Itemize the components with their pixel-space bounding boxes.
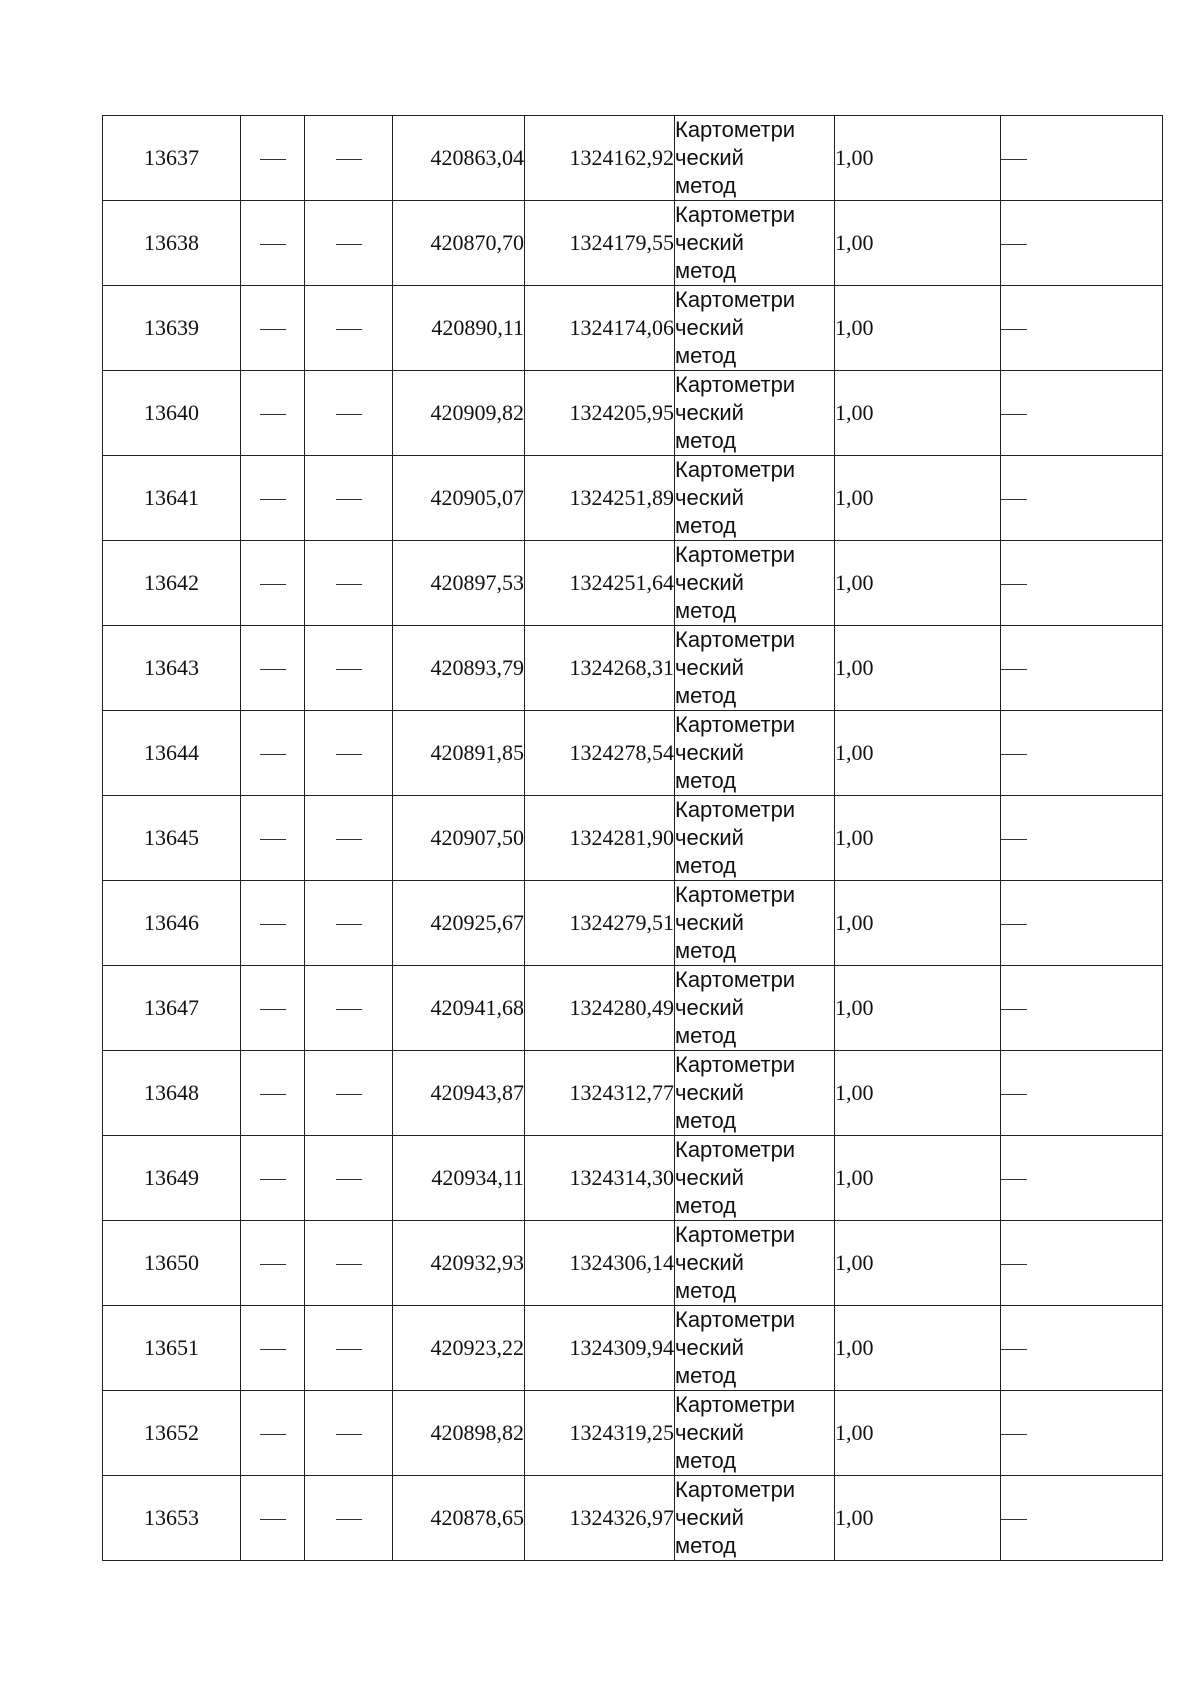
coordinate-x-cell: 420905,07 <box>393 456 525 541</box>
method-line-2: ческий <box>675 485 744 510</box>
method-line-2: ческий <box>675 315 744 340</box>
table-row <box>103 1306 1163 1391</box>
coordinate-y-cell: 1324281,90 <box>525 796 675 881</box>
method-line-2: ческий <box>675 1250 744 1275</box>
method-line-1: Картометри <box>675 372 796 397</box>
coordinate-x-cell: 420943,87 <box>393 1051 525 1136</box>
dash-mark <box>336 1519 362 1520</box>
coordinate-x-cell: 420907,50 <box>393 796 525 881</box>
empty-dash-cell-2 <box>305 1136 393 1221</box>
empty-dash-cell-2 <box>305 371 393 456</box>
method-line-1: Картометри <box>675 882 796 907</box>
empty-dash-cell-3 <box>1001 371 1163 456</box>
coordinate-y-cell: 1324174,06 <box>525 286 675 371</box>
empty-dash-cell-3 <box>1001 881 1163 966</box>
dash-mark <box>260 1179 286 1180</box>
coordinate-y-cell: 1324326,97 <box>525 1476 675 1561</box>
method-line-1: Картометри <box>675 542 796 567</box>
dash-mark <box>260 1519 286 1520</box>
point-number-cell: 13645 <box>103 796 241 881</box>
empty-dash-cell-3 <box>1001 966 1163 1051</box>
coordinate-y-cell: 1324319,25 <box>525 1391 675 1476</box>
method-cell <box>675 541 835 626</box>
empty-dash-cell-2 <box>305 1221 393 1306</box>
accuracy-cell: 1,00 <box>835 796 1001 881</box>
method-cell <box>675 796 835 881</box>
point-number-cell: 13650 <box>103 1221 241 1306</box>
coordinate-x-cell: 420893,79 <box>393 626 525 711</box>
dash-mark <box>260 1009 286 1010</box>
dash-mark <box>336 414 362 415</box>
table-row <box>103 371 1163 456</box>
empty-dash-cell-1 <box>241 881 305 966</box>
coordinate-y-cell: 1324278,54 <box>525 711 675 796</box>
coordinate-y-cell: 1324179,55 <box>525 201 675 286</box>
method-line-3: метод <box>675 1193 737 1218</box>
table-row <box>103 286 1163 371</box>
method-cell <box>675 711 835 796</box>
dash-mark <box>260 244 286 245</box>
method-line-2: ческий <box>675 145 744 170</box>
table-row <box>103 116 1163 201</box>
method-line-2: ческий <box>675 230 744 255</box>
coordinate-y-cell: 1324280,49 <box>525 966 675 1051</box>
method-line-3: метод <box>675 1023 737 1048</box>
dash-mark <box>1001 1009 1027 1010</box>
dash-mark <box>336 1349 362 1350</box>
dash-mark <box>1001 584 1027 585</box>
point-number-cell: 13643 <box>103 626 241 711</box>
empty-dash-cell-1 <box>241 711 305 796</box>
method-cell <box>675 456 835 541</box>
method-line-1: Картометри <box>675 1137 796 1162</box>
method-cell <box>675 1221 835 1306</box>
table-row <box>103 711 1163 796</box>
method-line-2: ческий <box>675 1420 744 1445</box>
dash-mark <box>336 499 362 500</box>
dash-mark <box>336 1094 362 1095</box>
empty-dash-cell-1 <box>241 1306 305 1391</box>
empty-dash-cell-1 <box>241 456 305 541</box>
table-row <box>103 1051 1163 1136</box>
empty-dash-cell-3 <box>1001 456 1163 541</box>
dash-mark <box>336 924 362 925</box>
method-line-1: Картометри <box>675 627 796 652</box>
coordinate-x-cell: 420932,93 <box>393 1221 525 1306</box>
coordinate-x-cell: 420891,85 <box>393 711 525 796</box>
method-line-2: ческий <box>675 1335 744 1360</box>
method-cell <box>675 286 835 371</box>
dash-mark <box>1001 1264 1027 1265</box>
empty-dash-cell-2 <box>305 881 393 966</box>
dash-mark <box>260 414 286 415</box>
dash-mark <box>1001 1519 1027 1520</box>
point-number-cell: 13642 <box>103 541 241 626</box>
empty-dash-cell-1 <box>241 371 305 456</box>
empty-dash-cell-1 <box>241 201 305 286</box>
accuracy-cell: 1,00 <box>835 1476 1001 1561</box>
dash-mark <box>1001 669 1027 670</box>
table-row <box>103 1476 1163 1561</box>
point-number-cell: 13651 <box>103 1306 241 1391</box>
dash-mark <box>1001 1434 1027 1435</box>
coordinate-y-cell: 1324309,94 <box>525 1306 675 1391</box>
empty-dash-cell-2 <box>305 626 393 711</box>
method-line-1: Картометри <box>675 797 796 822</box>
table-row <box>103 201 1163 286</box>
dash-mark <box>1001 924 1027 925</box>
method-cell <box>675 116 835 201</box>
dash-mark <box>1001 1179 1027 1180</box>
table-row <box>103 966 1163 1051</box>
table-row <box>103 881 1163 966</box>
dash-mark <box>336 329 362 330</box>
method-line-3: метод <box>675 258 737 283</box>
coordinate-x-cell: 420890,11 <box>393 286 525 371</box>
point-number-cell: 13638 <box>103 201 241 286</box>
method-line-2: ческий <box>675 995 744 1020</box>
dash-mark <box>260 924 286 925</box>
empty-dash-cell-3 <box>1001 1221 1163 1306</box>
method-cell <box>675 1051 835 1136</box>
coordinate-y-cell: 1324312,77 <box>525 1051 675 1136</box>
table-row <box>103 456 1163 541</box>
method-cell <box>675 1136 835 1221</box>
dash-mark <box>260 839 286 840</box>
method-cell <box>675 1391 835 1476</box>
point-number-cell: 13652 <box>103 1391 241 1476</box>
dash-mark <box>336 584 362 585</box>
point-number-cell: 13653 <box>103 1476 241 1561</box>
empty-dash-cell-3 <box>1001 1306 1163 1391</box>
method-cell <box>675 1476 835 1561</box>
dash-mark <box>336 244 362 245</box>
accuracy-cell: 1,00 <box>835 1306 1001 1391</box>
point-number-cell: 13644 <box>103 711 241 796</box>
dash-mark <box>260 1349 286 1350</box>
coordinate-y-cell: 1324268,31 <box>525 626 675 711</box>
dash-mark <box>336 669 362 670</box>
empty-dash-cell-2 <box>305 116 393 201</box>
table-row <box>103 1221 1163 1306</box>
dash-mark <box>260 669 286 670</box>
point-number-cell: 13639 <box>103 286 241 371</box>
method-line-3: метод <box>675 768 737 793</box>
coordinate-y-cell: 1324314,30 <box>525 1136 675 1221</box>
accuracy-cell: 1,00 <box>835 626 1001 711</box>
empty-dash-cell-3 <box>1001 541 1163 626</box>
accuracy-cell: 1,00 <box>835 1136 1001 1221</box>
method-line-3: метод <box>675 428 737 453</box>
method-line-1: Картометри <box>675 712 796 737</box>
empty-dash-cell-3 <box>1001 1391 1163 1476</box>
method-line-3: метод <box>675 1108 737 1133</box>
dash-mark <box>260 1264 286 1265</box>
accuracy-cell: 1,00 <box>835 966 1001 1051</box>
dash-mark <box>336 1009 362 1010</box>
point-number-cell: 13640 <box>103 371 241 456</box>
table-row <box>103 541 1163 626</box>
empty-dash-cell-1 <box>241 626 305 711</box>
dash-mark <box>1001 329 1027 330</box>
accuracy-cell: 1,00 <box>835 1221 1001 1306</box>
coordinate-x-cell: 420925,67 <box>393 881 525 966</box>
method-line-1: Картометри <box>675 457 796 482</box>
method-line-2: ческий <box>675 1505 744 1530</box>
accuracy-cell: 1,00 <box>835 881 1001 966</box>
point-number-cell: 13641 <box>103 456 241 541</box>
method-line-1: Картометри <box>675 1052 796 1077</box>
method-line-2: ческий <box>675 825 744 850</box>
method-line-3: метод <box>675 513 737 538</box>
dash-mark <box>336 1434 362 1435</box>
point-number-cell: 13647 <box>103 966 241 1051</box>
dash-mark <box>336 1179 362 1180</box>
method-cell <box>675 371 835 456</box>
dash-mark <box>1001 244 1027 245</box>
coordinate-x-cell: 420898,82 <box>393 1391 525 1476</box>
method-line-1: Картометри <box>675 287 796 312</box>
empty-dash-cell-1 <box>241 966 305 1051</box>
method-line-2: ческий <box>675 1165 744 1190</box>
point-number-cell: 13648 <box>103 1051 241 1136</box>
empty-dash-cell-1 <box>241 541 305 626</box>
dash-mark <box>260 584 286 585</box>
coordinate-x-cell: 420909,82 <box>393 371 525 456</box>
dash-mark <box>260 159 286 160</box>
method-cell <box>675 881 835 966</box>
empty-dash-cell-2 <box>305 966 393 1051</box>
empty-dash-cell-3 <box>1001 711 1163 796</box>
accuracy-cell: 1,00 <box>835 116 1001 201</box>
coordinate-x-cell: 420878,65 <box>393 1476 525 1561</box>
coordinate-x-cell: 420941,68 <box>393 966 525 1051</box>
dash-mark <box>260 754 286 755</box>
accuracy-cell: 1,00 <box>835 1051 1001 1136</box>
empty-dash-cell-1 <box>241 1051 305 1136</box>
empty-dash-cell-2 <box>305 201 393 286</box>
coordinate-y-cell: 1324251,89 <box>525 456 675 541</box>
empty-dash-cell-2 <box>305 711 393 796</box>
coordinate-y-cell: 1324205,95 <box>525 371 675 456</box>
accuracy-cell: 1,00 <box>835 1391 1001 1476</box>
method-cell <box>675 966 835 1051</box>
empty-dash-cell-3 <box>1001 626 1163 711</box>
empty-dash-cell-3 <box>1001 116 1163 201</box>
method-line-2: ческий <box>675 740 744 765</box>
method-line-3: метод <box>675 683 737 708</box>
method-line-1: Картометри <box>675 117 796 142</box>
method-cell <box>675 201 835 286</box>
coordinate-x-cell: 420934,11 <box>393 1136 525 1221</box>
coordinate-y-cell: 1324162,92 <box>525 116 675 201</box>
method-line-2: ческий <box>675 570 744 595</box>
method-cell <box>675 1306 835 1391</box>
dash-mark <box>336 754 362 755</box>
method-line-3: метод <box>675 853 737 878</box>
empty-dash-cell-1 <box>241 286 305 371</box>
accuracy-cell: 1,00 <box>835 541 1001 626</box>
empty-dash-cell-1 <box>241 1391 305 1476</box>
dash-mark <box>1001 414 1027 415</box>
method-line-3: метод <box>675 343 737 368</box>
method-cell <box>675 626 835 711</box>
empty-dash-cell-2 <box>305 1051 393 1136</box>
method-line-2: ческий <box>675 655 744 680</box>
empty-dash-cell-1 <box>241 1221 305 1306</box>
method-line-2: ческий <box>675 910 744 935</box>
method-line-3: метод <box>675 598 737 623</box>
accuracy-cell: 1,00 <box>835 286 1001 371</box>
coordinate-x-cell: 420863,04 <box>393 116 525 201</box>
dash-mark <box>1001 839 1027 840</box>
empty-dash-cell-2 <box>305 796 393 881</box>
method-line-3: метод <box>675 1363 737 1388</box>
dash-mark <box>260 1434 286 1435</box>
point-number-cell: 13637 <box>103 116 241 201</box>
empty-dash-cell-2 <box>305 286 393 371</box>
method-line-1: Картометри <box>675 202 796 227</box>
dash-mark <box>260 329 286 330</box>
method-line-1: Картометри <box>675 967 796 992</box>
method-line-2: ческий <box>675 400 744 425</box>
accuracy-cell: 1,00 <box>835 201 1001 286</box>
dash-mark <box>1001 159 1027 160</box>
dash-mark <box>336 839 362 840</box>
dash-mark <box>1001 754 1027 755</box>
dash-mark <box>1001 1094 1027 1095</box>
empty-dash-cell-2 <box>305 456 393 541</box>
empty-dash-cell-3 <box>1001 796 1163 881</box>
coordinate-x-cell: 420870,70 <box>393 201 525 286</box>
table-row <box>103 1391 1163 1476</box>
point-number-cell: 13649 <box>103 1136 241 1221</box>
dash-mark <box>336 159 362 160</box>
method-line-3: метод <box>675 1278 737 1303</box>
empty-dash-cell-3 <box>1001 1051 1163 1136</box>
accuracy-cell: 1,00 <box>835 371 1001 456</box>
table-row <box>103 1136 1163 1221</box>
empty-dash-cell-2 <box>305 1391 393 1476</box>
dash-mark <box>336 1264 362 1265</box>
table-body <box>103 116 1163 1561</box>
empty-dash-cell-3 <box>1001 286 1163 371</box>
dash-mark <box>1001 1349 1027 1350</box>
empty-dash-cell-1 <box>241 1136 305 1221</box>
accuracy-cell: 1,00 <box>835 456 1001 541</box>
method-line-1: Картометри <box>675 1222 796 1247</box>
coordinate-y-cell: 1324306,14 <box>525 1221 675 1306</box>
empty-dash-cell-1 <box>241 1476 305 1561</box>
empty-dash-cell-1 <box>241 116 305 201</box>
dash-mark <box>1001 499 1027 500</box>
empty-dash-cell-2 <box>305 1306 393 1391</box>
coordinate-y-cell: 1324279,51 <box>525 881 675 966</box>
method-line-2: ческий <box>675 1080 744 1105</box>
method-line-1: Картометри <box>675 1392 796 1417</box>
empty-dash-cell-3 <box>1001 1476 1163 1561</box>
point-number-cell: 13646 <box>103 881 241 966</box>
coordinates-table <box>102 115 1163 1561</box>
dash-mark <box>260 1094 286 1095</box>
accuracy-cell: 1,00 <box>835 711 1001 796</box>
coordinate-y-cell: 1324251,64 <box>525 541 675 626</box>
coordinate-x-cell: 420923,22 <box>393 1306 525 1391</box>
method-line-3: метод <box>675 1533 737 1558</box>
coordinate-x-cell: 420897,53 <box>393 541 525 626</box>
empty-dash-cell-1 <box>241 796 305 881</box>
empty-dash-cell-2 <box>305 1476 393 1561</box>
method-line-1: Картометри <box>675 1307 796 1332</box>
method-line-1: Картометри <box>675 1477 796 1502</box>
empty-dash-cell-2 <box>305 541 393 626</box>
method-line-3: метод <box>675 173 737 198</box>
table-row <box>103 626 1163 711</box>
method-line-3: метод <box>675 938 737 963</box>
empty-dash-cell-3 <box>1001 201 1163 286</box>
method-line-3: метод <box>675 1448 737 1473</box>
dash-mark <box>260 499 286 500</box>
table-row <box>103 796 1163 881</box>
empty-dash-cell-3 <box>1001 1136 1163 1221</box>
